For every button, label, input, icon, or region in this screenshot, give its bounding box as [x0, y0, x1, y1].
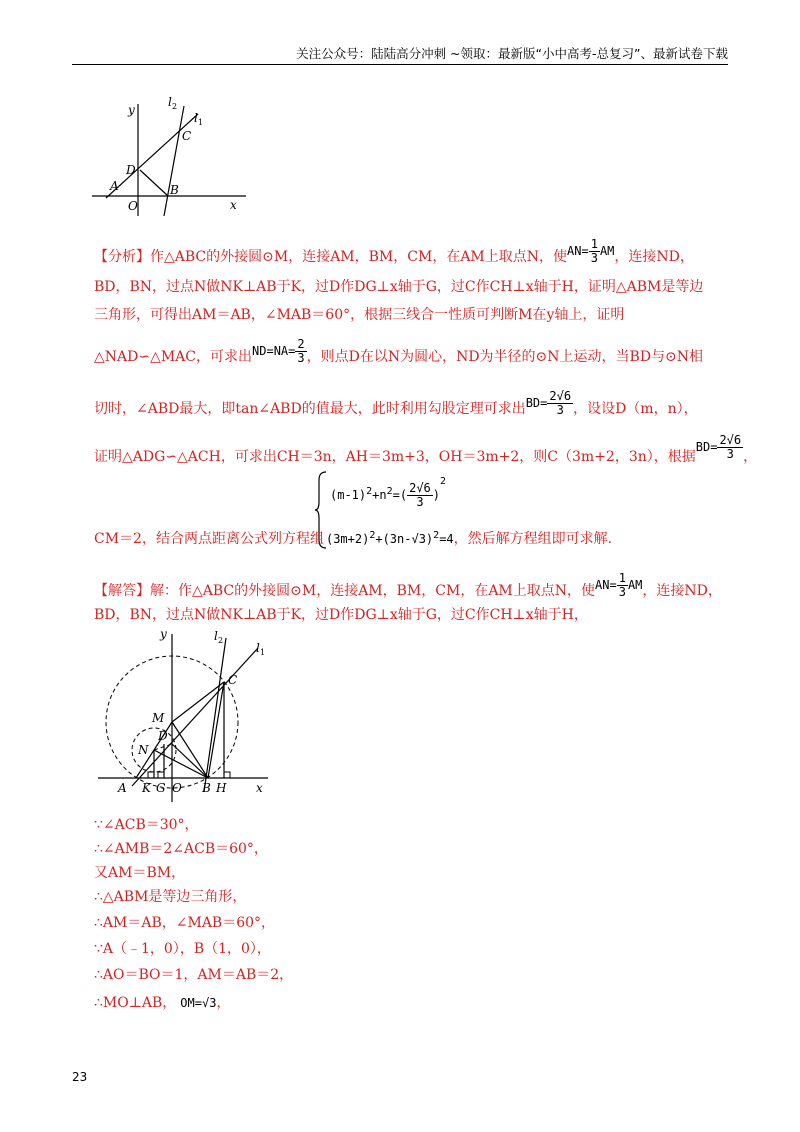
segment-nb — [154, 750, 208, 778]
label-b: B — [202, 781, 211, 795]
label-o: O — [128, 199, 138, 213]
step-7: ∴AO＝BO＝1，AM＝AB＝2， — [94, 967, 294, 983]
label-l2-sub: 2 — [172, 102, 178, 111]
label-h: H — [216, 781, 227, 795]
segment-mb — [172, 722, 208, 778]
label-l1: l — [194, 111, 198, 125]
step-6: ∵A（﹣1，0），B（1，0）， — [94, 941, 271, 957]
step-5: ∴AM＝AB，∠MAB＝60°， — [94, 915, 276, 931]
segment-db — [140, 170, 168, 196]
label-b: B — [170, 183, 179, 197]
solution-line-2: BD，BN，过点N做NK⊥AB于K，过D作DG⊥x轴于G，过C作CH⊥x轴于H， — [94, 607, 588, 623]
analysis-line-5: 切时，∠ABD最大，即tan∠ABD的值最大，此时利用勾股定理可求出BD= $\frac{2√6}{3}$ ，设设D（m，n）， — [94, 389, 698, 417]
label-x: x — [230, 198, 237, 212]
step-3: 又AM＝BM， — [94, 865, 186, 881]
label-l1-sub: 1 — [260, 648, 266, 657]
analysis-line-4: △NAD∽△MAC，可求出ND=NA= $\frac{2}{3}$ ，则点D在以N为圆心，ND为半径的⊙N上运动，当BD与⊙N相 — [94, 337, 704, 365]
page-number: 23 — [72, 1070, 88, 1084]
step-8: ∴MO⊥AB， OM=√3， — [94, 995, 231, 1011]
figure-2-circle-diagram — [96, 626, 280, 804]
page-header: 关注公众号：陆陆高分冲刺 ~领取：最新版“小中高考-总复习”、最新试卷下载 — [72, 44, 728, 65]
analysis-line-7: CM＝2，结合两点距离公式列方程组 $(3m+2)^2+(3n-√3)^2=4$，然后解方程组即可求解. — [94, 530, 613, 547]
step-1: ∵∠ACB＝30°， — [94, 817, 199, 833]
analysis-line-3: 三角形，可得出AM＝AB，∠MAB＝60°，根据三线合一性质可判断M在y轴上，证明 — [94, 307, 625, 323]
line-l2 — [164, 106, 184, 216]
label-l2: l — [168, 96, 172, 109]
label-n: N — [138, 743, 149, 757]
label-l2-sub: 2 — [218, 636, 224, 645]
label-l1-sub: 1 — [198, 118, 204, 127]
segment-bc — [208, 682, 224, 778]
label-d: D — [158, 729, 168, 743]
label-g: G — [156, 781, 166, 795]
label-a: A — [110, 179, 119, 193]
analysis-line-2: BD，BN，过点N做NK⊥AB于K，过D作DG⊥x轴于G，过C作CH⊥x轴于H，证明△ABM是等边 — [94, 279, 704, 295]
label-y: y — [160, 627, 167, 641]
label-x: x — [256, 781, 263, 795]
figure-1-coordinate-diagram — [86, 96, 256, 220]
solution-line-1: 【解答】解：作△ABC的外接圆⊙M，连接AM，BM，CM，在AM上取点N，使AN= $\frac{1}{3}$ AM，连接ND， — [94, 571, 722, 599]
label-k: K — [142, 781, 151, 795]
line-l1 — [106, 114, 198, 198]
label-m: M — [152, 711, 165, 725]
label-c: C — [182, 129, 192, 143]
step-4: ∴△ABM是等边三角形， — [94, 889, 247, 905]
label-d: D — [126, 163, 136, 177]
segment-mc — [172, 682, 224, 722]
line-l2 — [204, 638, 226, 792]
label-l1: l — [256, 641, 260, 655]
analysis-line-1: 【分析】作△ABC的外接圆⊙M，连接AM，BM，CM，在AM上取点N，使AN= $\frac{1}{3}$ AM，连接ND， — [94, 237, 694, 265]
label-c: C — [228, 673, 238, 687]
step-2: ∴∠AMB＝2∠ACB＝60°， — [94, 841, 268, 857]
label-l2: l — [214, 629, 218, 643]
label-y: y — [128, 103, 135, 117]
equation-1: $(m-1)^2+n^2=$( $\frac{2√6}{3}$ )$^2$ — [330, 476, 447, 509]
analysis-line-6: 证明△ADG∽△ACH，可求出CH＝3n，AH＝3m+3，OH＝3m+2，则C（3m+2，3n），根据BD= $\frac{2√6}{3}$ ， — [94, 433, 758, 465]
label-o: O — [172, 781, 182, 795]
label-a: A — [118, 781, 127, 795]
